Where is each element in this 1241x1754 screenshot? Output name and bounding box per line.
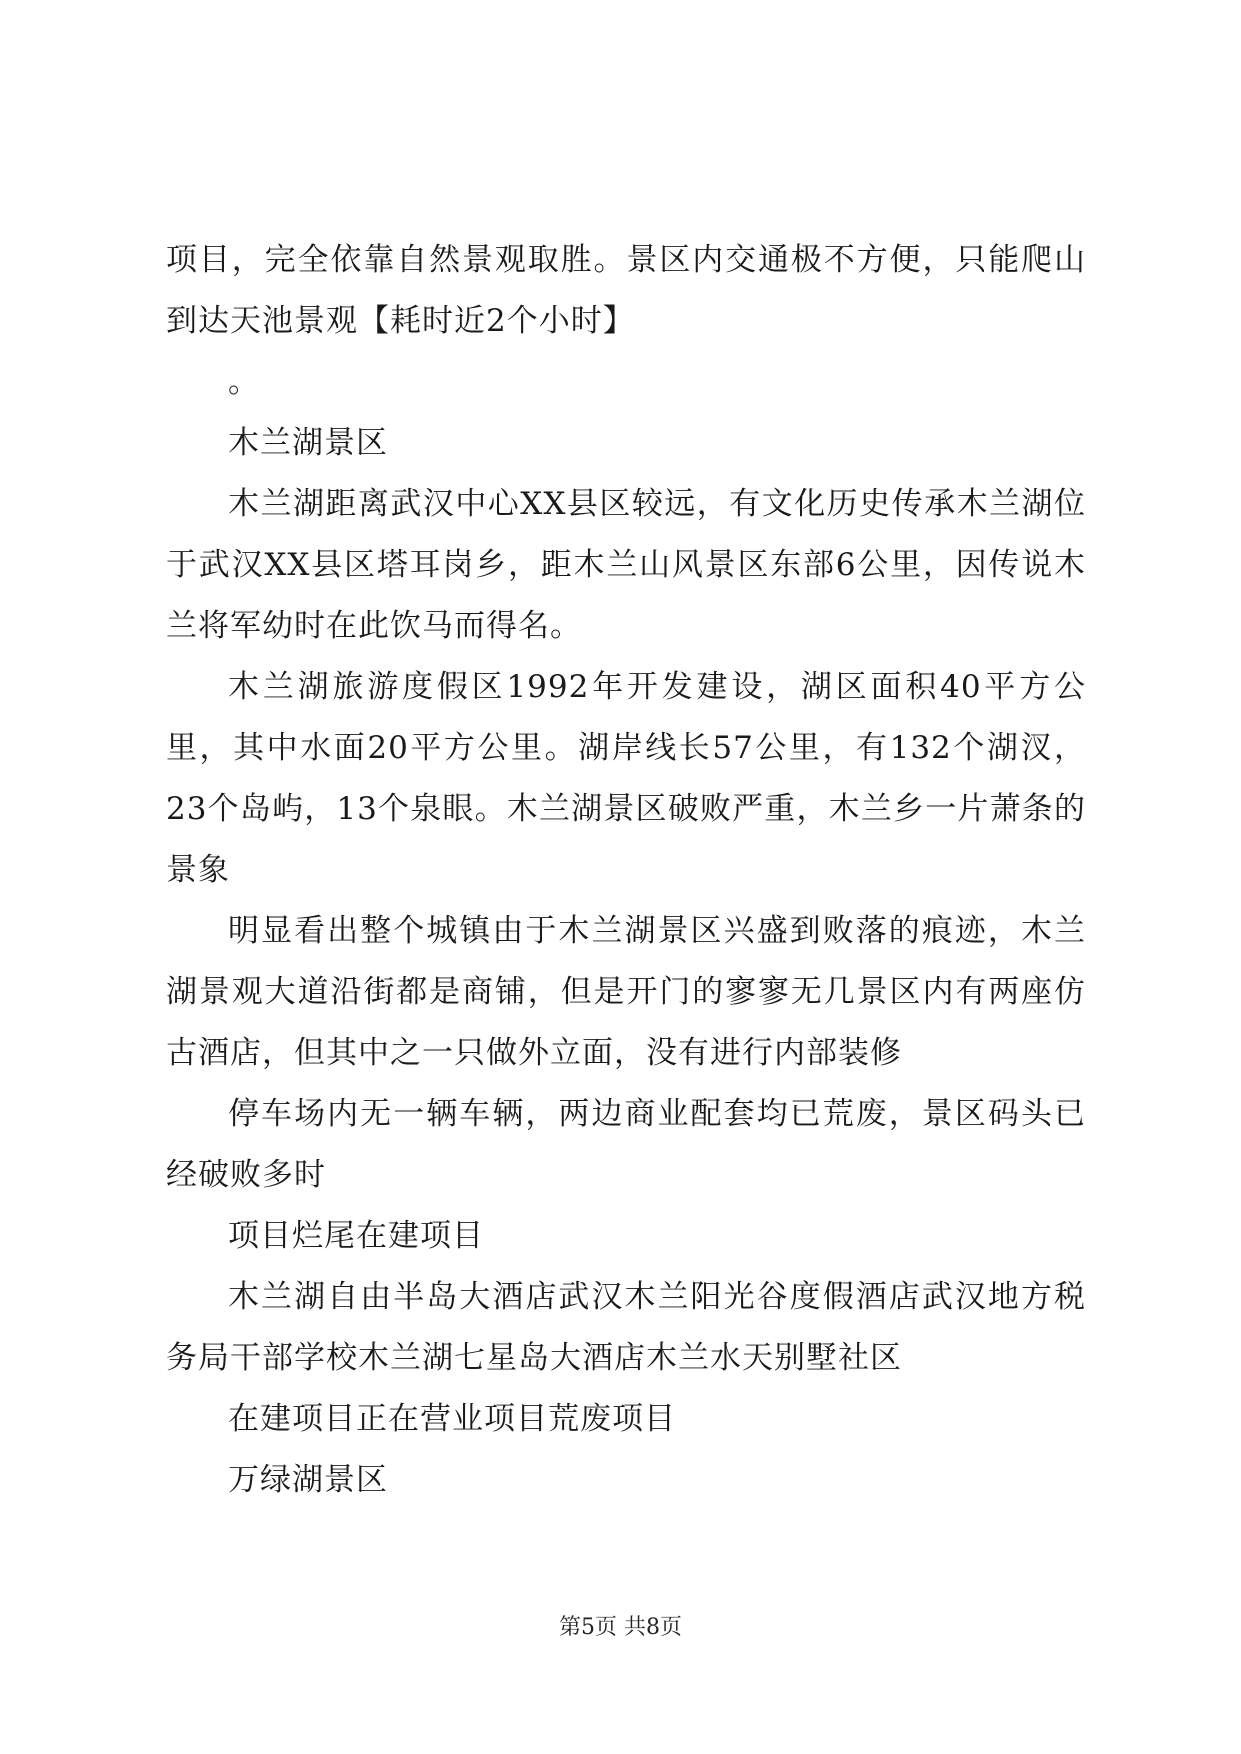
paragraph-mulan-lake-intro: 木兰湖距离武汉中心XX县区较远，有文化历史传承木兰湖位于武汉XX县区塔耳岗乡，距木兰山风景区东部6公里，因传说木兰将军幼时在此饮马而得名。 (166, 486, 1086, 644)
paragraph-continuation: 项目，完全依靠自然景观取胜。景区内交通极不方便，只能爬山到达天池景观【耗时近2个小时】 (166, 242, 1086, 339)
paragraph-hotel-list: 木兰湖自由半岛大酒店武汉木兰阳光谷度假酒店武汉地方税务局干部学校木兰湖七星岛大酒店木兰水天别墅社区 (166, 1279, 1086, 1376)
paragraph-town-decline: 明显看出整个城镇由于木兰湖景区兴盛到败落的痕迹，木兰湖景观大道沿街都是商铺，但是开门的寥寥无几景区内有两座仿古酒店，但其中之一只做外立面，没有进行内部装修 (166, 913, 1086, 1071)
paragraph-parking-lot: 停车场内无一辆车辆，两边商业配套均已荒废，景区码头已经破败多时 (166, 1096, 1086, 1193)
document-body (166, 230, 1086, 1511)
section-heading-wanlu-lake: 万绿湖景区 (228, 1462, 388, 1498)
paragraph-project-status: 在建项目正在营业项目荒废项目 (228, 1401, 676, 1437)
page-footer (0, 1613, 1241, 1643)
page-number: 第5页 共8页 (559, 1615, 682, 1640)
section-heading-mulan-lake: 木兰湖景区 (228, 425, 388, 461)
paragraph-mulan-lake-resort: 木兰湖旅游度假区1992年开发建设，湖区面积40平方公里，其中水面20平方公里。湖岸线长57公里，有132个湖汊，23个岛屿，13个泉眼。木兰湖景区破败严重，木兰乡一片萧条的景象 (166, 669, 1086, 888)
paragraph-period: 。 (228, 364, 260, 400)
paragraph-unfinished-projects: 项目烂尾在建项目 (228, 1218, 484, 1254)
